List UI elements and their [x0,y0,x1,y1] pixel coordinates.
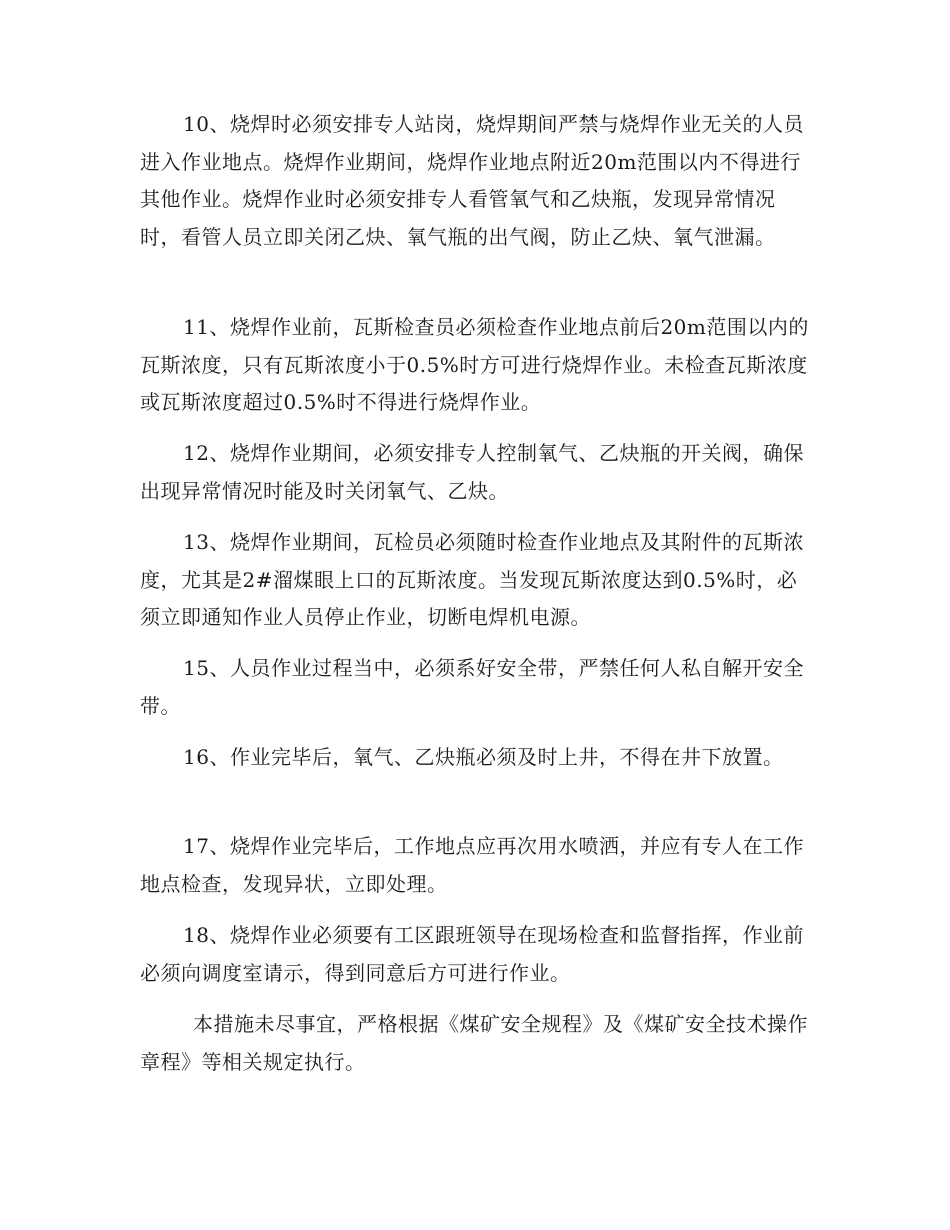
paragraph-item-12: 12、烧焊作业期间，必须安排专人控制氧气、乙炔瓶的开关阀，确保出现异常情况时能及时关闭氧气、乙炔。 [140,441,804,503]
paragraph-item-10: 10、烧焊时必须安排专人站岗，烧焊期间严禁与烧焊作业无关的人员进入作业地点。烧焊作业期间，烧焊作业地点附近20m范围以内不得进行其他作业。烧焊作业时必须安排专人看管氧气和乙炔瓶，发现异常情况时，看管人员立即关闭乙炔、氧气瓶的出气阀，防止乙炔、氧气泄漏。 [140,112,804,249]
paragraph-item-18: 18、烧焊作业必须要有工区跟班领导在现场检查和监督指挥，作业前必须向调度室请示，得到同意后方可进行作业。 [140,923,804,985]
paragraph-item-17: 17、烧焊作业完毕后，工作地点应再次用水喷洒，并应有专人在工作地点检查，发现异状，立即处理。 [140,834,804,896]
paragraph-item-15: 15、人员作业过程当中，必须系好安全带，严禁任何人私自解开安全带。 [140,656,804,718]
closing-note: 本措施未尽事宜，严格根据《煤矿安全规程》及《煤矿安全技术操作章程》等相关规定执行。 [140,1012,808,1074]
paragraph-item-13: 13、烧焊作业期间，瓦检员必须随时检查作业地点及其附件的瓦斯浓度，尤其是2#溜煤眼上口的瓦斯浓度。当发现瓦斯浓度达到0.5%时，必须立即通知作业人员停止作业，切断电焊机电源。 [140,530,804,629]
paragraph-item-16: 16、作业完毕后，氧气、乙炔瓶必须及时上井，不得在井下放置。 [183,745,784,769]
paragraph-item-11: 11、烧焊作业前，瓦斯检查员必须检查作业地点前后20m范围以内的瓦斯浓度，只有瓦斯浓度小于0.5%时方可进行烧焊作业。未检查瓦斯浓度或瓦斯浓度超过0.5%时不得进行烧焊作业。 [140,315,809,414]
